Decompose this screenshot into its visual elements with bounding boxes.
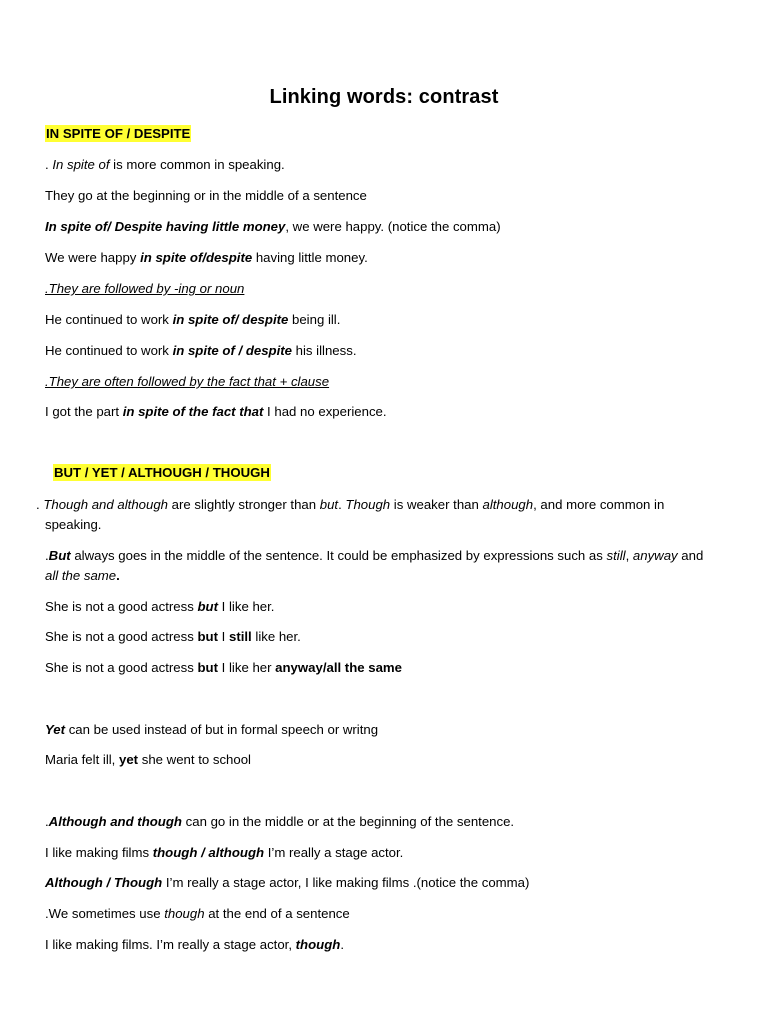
text-span: I’m really a stage actor, I like making films .(notice the comma) [162,875,530,890]
italic-span: Though and although [43,497,168,512]
text-span: I had no experience. [263,404,387,419]
text-span: . [36,497,44,512]
text-span: like her. [251,629,301,644]
example-line [45,342,357,359]
italic-span: Though [345,497,391,512]
text-span: Maria felt ill, [45,752,120,767]
italic-span: anyway [632,548,678,563]
bold-span: anyway/all the same [275,660,402,675]
text-span: . [340,937,344,952]
text-line [45,813,514,830]
text-span: is more common in speaking. [109,157,285,172]
text-span: is weaker than [390,497,483,512]
text-span: . [338,497,346,512]
bold-italic-span: Although and though [48,814,182,829]
bold-italic-span: but [197,599,218,614]
bold-span: yet [119,752,139,767]
text-span: can be used instead of but in formal speech or writng [65,722,379,737]
text-span: , we were happy. (notice the comma) [285,219,501,234]
bold-span: but [197,660,218,675]
paragraph-line [36,496,664,513]
highlighted-heading: BUT / YET / ALTHOUGH / THOUGH [54,465,270,480]
text-span: I like making films. I’m really a stage actor, [45,937,296,952]
text-line [45,156,285,173]
bold-italic-span: though / although [152,845,265,860]
text-span: . [45,157,53,172]
bold-span: . [116,568,120,583]
text-span: , and more common in [533,497,665,512]
bold-italic-span: in spite of the fact that [122,404,264,419]
text-span: I like her. [218,599,275,614]
text-span: and [677,548,704,563]
example-line [45,844,403,861]
paragraph-line [45,567,120,584]
italic-span: all the same [45,568,117,583]
text-span: I like making films [45,845,153,860]
section-heading-in-spite-of [45,125,191,142]
text-span: always goes in the middle of the sentence. It could be emphasized by expressions such as [70,548,607,563]
bold-italic-span: in spite of / despite [172,343,292,358]
example-line [45,403,387,420]
text-span: I like her [218,660,276,675]
text-span: having little money. [252,250,368,265]
bold-italic-span: In spite of/ Despite having little money [45,219,286,234]
example-line [45,218,501,235]
text-span: she went to school [138,752,251,767]
text-span: I’m really a stage actor. [264,845,404,860]
text-span: . [45,814,49,829]
text-span: . [45,548,49,563]
example-line [45,751,251,768]
example-line [45,936,344,953]
italic-span: still [606,548,626,563]
text-span: He continued to work [45,312,173,327]
text-line [45,721,378,738]
text-span: I got the part [45,404,123,419]
text-line [45,905,350,922]
bold-italic-span: in spite of/ despite [172,312,289,327]
text-span: .We sometimes use [45,906,165,921]
text-span: can go in the middle or at the beginning of the sentence. [181,814,515,829]
text-span: at the end of a sentence [204,906,350,921]
section-heading-but-yet [53,464,271,481]
bold-italic-span: But [48,548,71,563]
example-line [45,659,402,676]
italic-span: although [482,497,534,512]
rule-note: .They are followed by -ing or noun [45,281,245,296]
italic-span: In spite of [52,157,110,172]
example-line [45,874,529,891]
rule-note: .They are often followed by the fact that + clause [45,374,330,389]
bold-span: but [197,629,218,644]
text-span: , [625,548,633,563]
example-line [45,628,301,645]
text-span: I [218,629,229,644]
example-line [45,311,340,328]
page-title: Linking words: contrast [269,86,499,108]
text-span: his illness. [292,343,357,358]
text-span: being ill. [288,312,341,327]
example-line [45,249,368,266]
text-span: She is not a good actress [45,629,198,644]
bold-span: still [229,629,252,644]
highlighted-heading: IN SPITE OF / DESPITE [46,126,191,141]
paragraph-line [45,547,703,564]
text-line: They go at the beginning or in the middle of a sentence [45,188,367,203]
text-span: She is not a good actress [45,599,198,614]
bold-italic-span: in spite of/despite [140,250,253,265]
text-span: He continued to work [45,343,173,358]
italic-span: but [319,497,339,512]
paragraph-line: speaking. [45,517,102,532]
bold-italic-span: though [295,937,341,952]
bold-italic-span: Although / Though [45,875,163,890]
example-line [45,598,274,615]
bold-italic-span: Yet [45,722,66,737]
text-span: She is not a good actress [45,660,198,675]
italic-span: though [164,906,205,921]
text-span: We were happy [45,250,141,265]
text-span: are slightly stronger than [168,497,320,512]
